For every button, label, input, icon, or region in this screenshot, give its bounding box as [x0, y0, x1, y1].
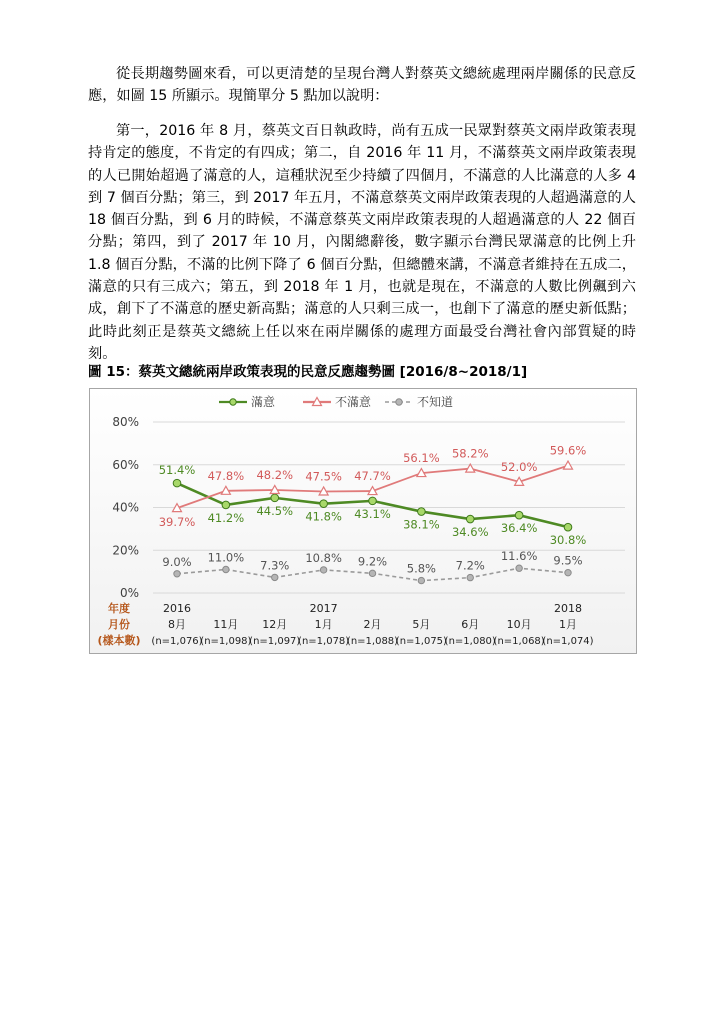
y-tick-label: 0% [119, 586, 139, 600]
data-label: 48.2% [256, 467, 294, 482]
x-sample-label: (n=1,074) [542, 636, 594, 647]
series-marker [516, 565, 522, 571]
series-marker [320, 500, 328, 508]
x-sample-label: (n=1,080) [444, 636, 496, 647]
chart-legend [219, 394, 453, 409]
y-tick-label: 20% [112, 543, 139, 558]
series-marker [223, 566, 229, 572]
data-label: 41.2% [207, 510, 245, 525]
series-marker [467, 574, 473, 580]
data-label: 9.0% [162, 554, 192, 569]
legend-entry: 不滿意 [335, 395, 372, 409]
data-label: 58.2% [451, 446, 489, 461]
series-marker [272, 574, 278, 580]
data-label: 7.2% [455, 558, 485, 573]
x-month-label: 10月 [506, 618, 532, 631]
series-marker [418, 508, 426, 516]
data-label: 11.6% [500, 549, 538, 564]
data-label: 41.8% [305, 509, 342, 524]
data-label: 51.4% [158, 463, 196, 478]
series-marker [515, 511, 523, 519]
series-marker [418, 577, 424, 583]
x-month-label: 6月 [461, 618, 480, 631]
data-label: 9.2% [357, 554, 388, 569]
x-year-label: 2016 [163, 602, 191, 615]
series-marker [565, 569, 571, 575]
legend-entry: 不知道 [417, 395, 454, 409]
series-marker [271, 494, 279, 502]
data-label: 5.8% [406, 561, 436, 576]
data-label: 56.1% [403, 451, 440, 466]
data-label: 38.1% [403, 517, 440, 532]
data-label: 34.6% [451, 525, 489, 540]
data-label: 59.6% [549, 443, 587, 458]
series-marker [369, 570, 375, 576]
data-label: 44.5% [256, 503, 294, 518]
x-sample-label: (n=1,088) [346, 636, 399, 647]
x-row-label-year: 年度 [108, 602, 130, 615]
x-month-label: 5月 [412, 618, 431, 631]
intro-paragraph: 從長期趨勢圖來看，可以更清楚的呈現台灣人對蔡英文總統處理兩岸關係的民意反應，如圖 15 所顯示。現簡單分 5 點加以說明： [88, 66, 636, 105]
data-label: 39.7% [158, 515, 196, 530]
data-label: 11.0% [207, 550, 245, 565]
x-month-label: 11月 [213, 618, 239, 631]
series-marker [173, 479, 181, 487]
x-row-label-month: 月份 [108, 618, 130, 631]
x-sample-label: (n=1,097) [249, 636, 301, 647]
series-marker [466, 515, 474, 523]
x-month-label: 12月 [262, 618, 288, 631]
data-label: 10.8% [305, 550, 342, 565]
x-sample-label: (n=1,075) [395, 636, 447, 647]
legend-entry: 滿意 [251, 395, 276, 409]
data-label: 47.5% [305, 469, 342, 484]
data-label: 52.0% [500, 459, 538, 474]
series-marker [369, 497, 377, 505]
data-label: 30.8% [549, 533, 587, 548]
x-month-label: 2月 [363, 618, 382, 631]
y-tick-label: 60% [112, 457, 139, 472]
series-marker [320, 567, 326, 573]
x-row-label-sample: (樣本數) [97, 634, 141, 647]
x-sample-label: (n=1,098) [200, 636, 252, 647]
data-label: 7.3% [260, 558, 290, 573]
data-label: 43.1% [354, 506, 391, 521]
legend-swatch-marker [396, 399, 402, 405]
x-year-label: 2017 [309, 602, 338, 615]
data-label: 47.7% [354, 469, 391, 484]
x-month-label: 8月 [168, 618, 186, 631]
trend-line-chart [89, 388, 637, 654]
x-sample-label: (n=1,076) [151, 636, 203, 647]
analysis-paragraph: 第一，2016 年 8 月，蔡英文百日執政時，尚有五成一民眾對蔡英文兩岸政策表現持肯定的態度，不肯定的有四成；第二，自 2016 年 11 月，不滿蔡英文兩岸政策表現的人已開始超過了滿意的人，這種狀況至少持續了四個月，不滿意的人比滿意的人多 4 到 7 個百分點；第三，到 2017 年五月，不滿意蔡英文兩岸政策表現的人超過滿意的人 18 個百分點，到 6 月的時候，不滿意蔡英文兩岸政策表現的人超過滿意的人 22 個百分點；第四，到了 2017 年 10 月，內閣總辭後，數字顯示台灣民眾滿意的比例上升 1.8 個百分點，不滿的比例下降了 6 個百分點，但總體來講，不滿意者維持在五成二，滿意的只有三成六；第五，到 2018 年 1 月，也就是現在，不滿意的人數比例飆到六成，創下了不滿意的歷史新高點；滿意的人只剩三成一，也創下了滿意的歷史新低點；此時此刻正是蔡英文總統上任以來在兩岸關係的處理方面最受台灣社會內部質疑的時刻。 [88, 123, 636, 362]
legend-swatch-marker [230, 399, 236, 405]
y-tick-label: 40% [112, 500, 139, 515]
y-tick-label: 80% [112, 415, 139, 429]
data-label: 9.5% [553, 553, 583, 568]
data-label: 47.8% [207, 468, 245, 483]
figure-caption: 圖 15：蔡英文總統兩岸政策表現的民意反應趨勢圖 [2016/8~2018/1] [88, 364, 528, 380]
x-sample-label: (n=1,078) [298, 636, 350, 647]
series-marker [564, 523, 572, 531]
x-sample-label: (n=1,068) [493, 636, 545, 647]
x-month-label: 1月 [559, 618, 577, 631]
x-year-label: 2018 [554, 602, 582, 615]
series-marker [222, 501, 230, 509]
data-label: 36.4% [500, 521, 538, 536]
series-marker [174, 571, 180, 577]
x-month-label: 1月 [314, 618, 333, 631]
